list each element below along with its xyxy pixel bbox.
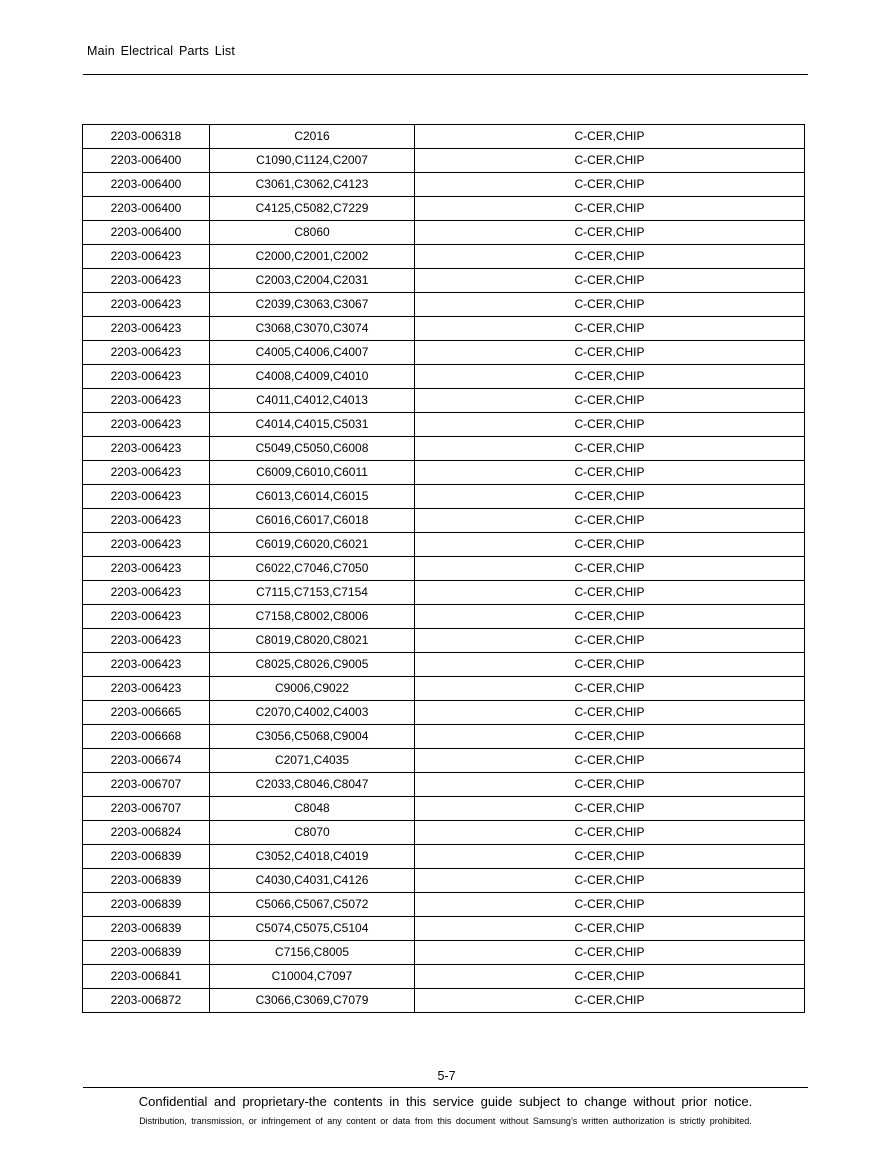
footer-divider xyxy=(83,1087,808,1088)
part-code-cell: 2203-006839 xyxy=(83,941,210,965)
location-cell: C4030,C4031,C4126 xyxy=(210,869,415,893)
table-row xyxy=(83,581,805,605)
part-code-cell: 2203-006839 xyxy=(83,845,210,869)
part-code-cell: 2203-006668 xyxy=(83,725,210,749)
table-row xyxy=(83,509,805,533)
table-row xyxy=(83,269,805,293)
description-cell: C-CER,CHIP xyxy=(415,989,805,1013)
part-code-cell: 2203-006423 xyxy=(83,293,210,317)
table-row xyxy=(83,821,805,845)
page-header-title: Main Electrical Parts List xyxy=(87,44,236,58)
part-code-cell: 2203-006423 xyxy=(83,461,210,485)
location-cell: C5074,C5075,C5104 xyxy=(210,917,415,941)
part-code-cell: 2203-006872 xyxy=(83,989,210,1013)
table-row xyxy=(83,653,805,677)
location-cell: C5049,C5050,C6008 xyxy=(210,437,415,461)
location-cell: C8025,C8026,C9005 xyxy=(210,653,415,677)
part-code-cell: 2203-006318 xyxy=(83,125,210,149)
part-code-cell: 2203-006824 xyxy=(83,821,210,845)
description-cell: C-CER,CHIP xyxy=(415,293,805,317)
description-cell: C-CER,CHIP xyxy=(415,557,805,581)
description-cell: C-CER,CHIP xyxy=(415,269,805,293)
part-code-cell: 2203-006665 xyxy=(83,701,210,725)
table-row xyxy=(83,173,805,197)
table-row xyxy=(83,725,805,749)
description-cell: C-CER,CHIP xyxy=(415,749,805,773)
description-cell: C-CER,CHIP xyxy=(415,965,805,989)
location-cell: C2039,C3063,C3067 xyxy=(210,293,415,317)
description-cell: C-CER,CHIP xyxy=(415,917,805,941)
description-cell: C-CER,CHIP xyxy=(415,773,805,797)
description-cell: C-CER,CHIP xyxy=(415,437,805,461)
location-cell: C1090,C1124,C2007 xyxy=(210,149,415,173)
part-code-cell: 2203-006423 xyxy=(83,413,210,437)
part-code-cell: 2203-006423 xyxy=(83,317,210,341)
part-code-cell: 2203-006423 xyxy=(83,653,210,677)
part-code-cell: 2203-006423 xyxy=(83,269,210,293)
location-cell: C8048 xyxy=(210,797,415,821)
description-cell: C-CER,CHIP xyxy=(415,869,805,893)
location-cell: C2000,C2001,C2002 xyxy=(210,245,415,269)
table-row xyxy=(83,317,805,341)
parts-table-body xyxy=(83,125,805,1013)
location-cell: C2003,C2004,C2031 xyxy=(210,269,415,293)
description-cell: C-CER,CHIP xyxy=(415,797,805,821)
table-row xyxy=(83,221,805,245)
description-cell: C-CER,CHIP xyxy=(415,629,805,653)
part-code-cell: 2203-006839 xyxy=(83,917,210,941)
table-row xyxy=(83,677,805,701)
part-code-cell: 2203-006423 xyxy=(83,581,210,605)
part-code-cell: 2203-006400 xyxy=(83,221,210,245)
part-code-cell: 2203-006400 xyxy=(83,173,210,197)
location-cell: C4125,C5082,C7229 xyxy=(210,197,415,221)
table-row xyxy=(83,965,805,989)
location-cell: C6009,C6010,C6011 xyxy=(210,461,415,485)
location-cell: C8019,C8020,C8021 xyxy=(210,629,415,653)
location-cell: C2016 xyxy=(210,125,415,149)
parts-table xyxy=(82,124,805,1013)
description-cell: C-CER,CHIP xyxy=(415,605,805,629)
table-row xyxy=(83,461,805,485)
location-cell: C3061,C3062,C4123 xyxy=(210,173,415,197)
location-cell: C3068,C3070,C3074 xyxy=(210,317,415,341)
description-cell: C-CER,CHIP xyxy=(415,149,805,173)
table-row xyxy=(83,917,805,941)
part-code-cell: 2203-006423 xyxy=(83,365,210,389)
table-row xyxy=(83,605,805,629)
location-cell: C4014,C4015,C5031 xyxy=(210,413,415,437)
description-cell: C-CER,CHIP xyxy=(415,653,805,677)
page-number: 5-7 xyxy=(437,1069,456,1083)
description-cell: C-CER,CHIP xyxy=(415,941,805,965)
part-code-cell: 2203-006423 xyxy=(83,245,210,269)
location-cell: C3066,C3069,C7079 xyxy=(210,989,415,1013)
description-cell: C-CER,CHIP xyxy=(415,341,805,365)
location-cell: C2033,C8046,C8047 xyxy=(210,773,415,797)
table-row xyxy=(83,485,805,509)
header-divider xyxy=(83,74,808,75)
table-row xyxy=(83,893,805,917)
table-row xyxy=(83,869,805,893)
description-cell: C-CER,CHIP xyxy=(415,125,805,149)
part-code-cell: 2203-006707 xyxy=(83,797,210,821)
location-cell: C7115,C7153,C7154 xyxy=(210,581,415,605)
description-cell: C-CER,CHIP xyxy=(415,245,805,269)
part-code-cell: 2203-006423 xyxy=(83,437,210,461)
table-row xyxy=(83,749,805,773)
table-row xyxy=(83,845,805,869)
description-cell: C-CER,CHIP xyxy=(415,533,805,557)
description-cell: C-CER,CHIP xyxy=(415,821,805,845)
location-cell: C3056,C5068,C9004 xyxy=(210,725,415,749)
table-row xyxy=(83,557,805,581)
part-code-cell: 2203-006423 xyxy=(83,533,210,557)
description-cell: C-CER,CHIP xyxy=(415,485,805,509)
part-code-cell: 2203-006423 xyxy=(83,389,210,413)
location-cell: C4005,C4006,C4007 xyxy=(210,341,415,365)
location-cell: C5066,C5067,C5072 xyxy=(210,893,415,917)
location-cell: C6013,C6014,C6015 xyxy=(210,485,415,509)
location-cell: C6019,C6020,C6021 xyxy=(210,533,415,557)
location-cell: C3052,C4018,C4019 xyxy=(210,845,415,869)
location-cell: C4008,C4009,C4010 xyxy=(210,365,415,389)
description-cell: C-CER,CHIP xyxy=(415,701,805,725)
part-code-cell: 2203-006423 xyxy=(83,677,210,701)
description-cell: C-CER,CHIP xyxy=(415,677,805,701)
description-cell: C-CER,CHIP xyxy=(415,197,805,221)
location-cell: C2071,C4035 xyxy=(210,749,415,773)
description-cell: C-CER,CHIP xyxy=(415,845,805,869)
location-cell: C10004,C7097 xyxy=(210,965,415,989)
location-cell: C8060 xyxy=(210,221,415,245)
description-cell: C-CER,CHIP xyxy=(415,389,805,413)
table-row xyxy=(83,533,805,557)
table-row xyxy=(83,437,805,461)
table-row xyxy=(83,389,805,413)
part-code-cell: 2203-006839 xyxy=(83,893,210,917)
location-cell: C7158,C8002,C8006 xyxy=(210,605,415,629)
location-cell: C8070 xyxy=(210,821,415,845)
table-row xyxy=(83,413,805,437)
description-cell: C-CER,CHIP xyxy=(415,173,805,197)
table-row xyxy=(83,197,805,221)
part-code-cell: 2203-006400 xyxy=(83,149,210,173)
table-row xyxy=(83,245,805,269)
part-code-cell: 2203-006707 xyxy=(83,773,210,797)
description-cell: C-CER,CHIP xyxy=(415,893,805,917)
location-cell: C9006,C9022 xyxy=(210,677,415,701)
description-cell: C-CER,CHIP xyxy=(415,725,805,749)
table-row xyxy=(83,341,805,365)
part-code-cell: 2203-006423 xyxy=(83,341,210,365)
part-code-cell: 2203-006423 xyxy=(83,557,210,581)
location-cell: C6022,C7046,C7050 xyxy=(210,557,415,581)
location-cell: C7156,C8005 xyxy=(210,941,415,965)
description-cell: C-CER,CHIP xyxy=(415,581,805,605)
table-row xyxy=(83,701,805,725)
location-cell: C2070,C4002,C4003 xyxy=(210,701,415,725)
table-row xyxy=(83,773,805,797)
table-row xyxy=(83,989,805,1013)
description-cell: C-CER,CHIP xyxy=(415,461,805,485)
description-cell: C-CER,CHIP xyxy=(415,221,805,245)
part-code-cell: 2203-006423 xyxy=(83,605,210,629)
part-code-cell: 2203-006841 xyxy=(83,965,210,989)
table-row xyxy=(83,149,805,173)
description-cell: C-CER,CHIP xyxy=(415,413,805,437)
table-row xyxy=(83,293,805,317)
description-cell: C-CER,CHIP xyxy=(415,509,805,533)
table-row xyxy=(83,629,805,653)
part-code-cell: 2203-006839 xyxy=(83,869,210,893)
part-code-cell: 2203-006423 xyxy=(83,509,210,533)
confidential-notice: Confidential and proprietary-the contents in this service guide subject to change without prior notice. xyxy=(138,1094,753,1109)
part-code-cell: 2203-006423 xyxy=(83,485,210,509)
description-cell: C-CER,CHIP xyxy=(415,317,805,341)
table-row xyxy=(83,941,805,965)
location-cell: C6016,C6017,C6018 xyxy=(210,509,415,533)
location-cell: C4011,C4012,C4013 xyxy=(210,389,415,413)
table-row xyxy=(83,797,805,821)
part-code-cell: 2203-006423 xyxy=(83,629,210,653)
table-row xyxy=(83,125,805,149)
distribution-notice: Distribution, transmission, or infringement of any content or data from this document without Samsung’s written authorization is strictly prohibited. xyxy=(139,1116,752,1126)
table-row xyxy=(83,365,805,389)
part-code-cell: 2203-006674 xyxy=(83,749,210,773)
part-code-cell: 2203-006400 xyxy=(83,197,210,221)
description-cell: C-CER,CHIP xyxy=(415,365,805,389)
